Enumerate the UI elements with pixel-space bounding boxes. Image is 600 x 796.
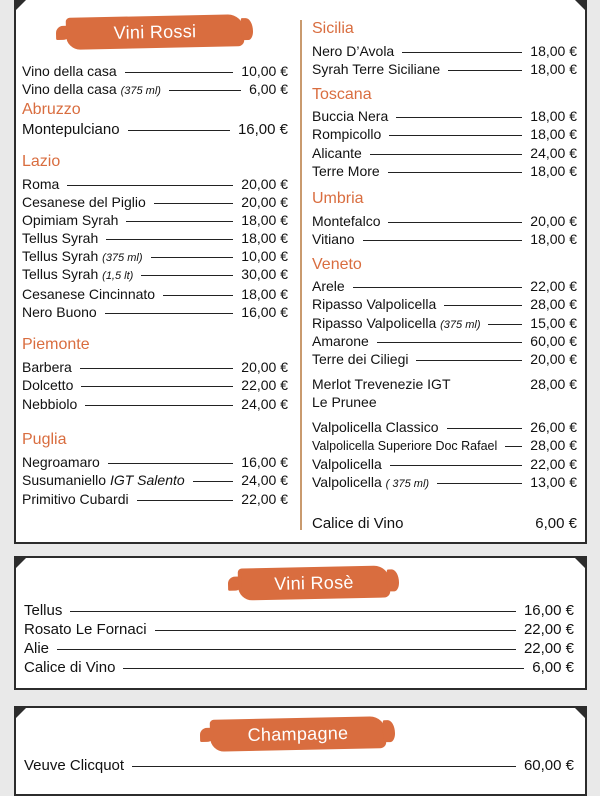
wine-name: Montefalco	[312, 213, 381, 229]
wine-price: 24,00 €	[241, 472, 288, 488]
wine-row	[312, 144, 577, 162]
region-toscana: Toscana	[312, 86, 372, 103]
wine-price: 6,00 €	[249, 81, 288, 97]
wine-price: 18,00 €	[530, 108, 577, 124]
wine-price: 13,00 €	[530, 474, 577, 490]
wine-name: Vitiano	[312, 231, 355, 247]
wine-note: ( 375 ml)	[385, 478, 430, 490]
leader-line	[128, 130, 230, 131]
leader-line	[126, 221, 233, 222]
leader-line	[154, 203, 234, 204]
wine-row	[312, 436, 577, 455]
wine-price: 26,00 €	[530, 419, 577, 435]
wine-price: 16,00 €	[237, 121, 288, 138]
leader-line	[125, 72, 234, 73]
leader-line	[437, 483, 522, 484]
wine-row	[312, 162, 577, 180]
region-lazio: Lazio	[22, 153, 61, 170]
wine-name: Calice di Vino	[24, 659, 116, 676]
wine-price: 10,00 €	[241, 63, 288, 79]
wine-name: Cesanese Cincinnato	[22, 286, 156, 302]
wine-name: Terre dei Ciliegi	[312, 351, 409, 367]
wine-name: Montepulciano	[22, 121, 120, 138]
wine-name: Tellus Syrah (375 ml)	[22, 248, 143, 264]
wine-name: Calice di Vino	[312, 515, 404, 532]
wine-name: Opimiam Syrah	[22, 212, 119, 228]
wine-name: Valpolicella	[312, 456, 382, 472]
leader-line	[377, 342, 522, 343]
wine-row	[312, 295, 577, 313]
wine-note: (375 ml)	[102, 252, 143, 264]
leader-line	[151, 257, 234, 258]
wine-row	[22, 80, 288, 100]
wine-name: Tellus	[24, 602, 63, 619]
wine-price: 18,00 €	[241, 230, 288, 246]
wine-row	[24, 640, 574, 658]
wine-price: 18,00 €	[530, 61, 577, 77]
leader-line	[105, 313, 234, 314]
wine-name: Alicante	[312, 145, 362, 161]
leader-line	[388, 222, 522, 223]
leader-line	[85, 405, 233, 406]
leader-line	[448, 70, 522, 71]
leader-line	[81, 386, 233, 387]
wine-name: Nero D’Avola	[312, 43, 395, 59]
wine-name: Valpolicella Superiore Doc Rafael	[312, 439, 498, 453]
wine-name: Rosato Le Fornaci	[24, 621, 147, 638]
wine-row	[312, 212, 577, 230]
wine-row	[22, 247, 288, 267]
leader-line	[390, 465, 523, 466]
leader-line	[137, 500, 234, 501]
wine-row	[22, 395, 288, 413]
wine-row	[312, 350, 577, 368]
wine-name: Primitivo Cubardi	[22, 491, 129, 507]
leader-line	[163, 295, 233, 296]
wine-price: 18,00 €	[530, 126, 577, 142]
leader-line	[169, 90, 241, 91]
wine-price: 18,00 €	[241, 212, 288, 228]
wine-price: 28,00 €	[530, 296, 577, 312]
champagne-header: Champagne	[210, 716, 387, 752]
region-veneto: Veneto	[312, 256, 362, 273]
wine-row	[312, 455, 577, 473]
leader-line	[155, 630, 516, 631]
wine-price: 16,00 €	[241, 454, 288, 470]
wine-name: Vino della casa	[22, 63, 117, 79]
wine-price: 22,00 €	[530, 456, 577, 472]
wine-name: Merlot Trevenezie IGT	[312, 376, 451, 392]
wine-price: 24,00 €	[530, 145, 577, 161]
wine-name: Ripasso Valpolicella (375 ml)	[312, 315, 481, 331]
wine-row	[312, 60, 577, 78]
leader-line	[444, 305, 522, 306]
leader-line	[67, 185, 233, 186]
wine-row	[312, 277, 577, 295]
wine-row	[22, 229, 288, 247]
wine-name: Dolcetto	[22, 377, 74, 393]
wine-name: Nebbiolo	[22, 396, 78, 412]
leader-line	[363, 240, 523, 241]
leader-line	[132, 766, 516, 767]
wine-price: 18,00 €	[530, 231, 577, 247]
wine-name: Nero Buono	[22, 304, 97, 320]
wine-name: Valpolicella ( 375 ml)	[312, 474, 430, 490]
wine-row	[24, 757, 574, 775]
wine-price: 16,00 €	[241, 304, 288, 320]
wine-name: Roma	[22, 176, 60, 192]
leader-line	[488, 324, 522, 325]
wine-price: 22,00 €	[523, 640, 574, 657]
leader-line	[123, 668, 524, 669]
wine-name: Ripasso Valpolicella	[312, 296, 437, 312]
leader-line	[57, 649, 516, 650]
wine-price: 16,00 €	[523, 602, 574, 619]
wine-row	[22, 376, 288, 394]
wine-price: 18,00 €	[241, 286, 288, 302]
wine-row	[24, 621, 574, 639]
wine-name: Arele	[312, 278, 345, 294]
wine-row	[22, 453, 288, 471]
region-umbria: Umbria	[312, 190, 364, 207]
wine-price: 22,00 €	[530, 278, 577, 294]
wine-name: Terre More	[312, 163, 380, 179]
wine-price: 6,00 €	[535, 515, 577, 532]
wine-price: 6,00 €	[532, 659, 574, 676]
wine-name: Susumaniello IGT Salento	[22, 472, 185, 488]
wine-price: 10,00 €	[241, 248, 288, 264]
wine-row	[312, 473, 577, 493]
wine-row	[312, 107, 577, 125]
leader-line	[396, 117, 522, 118]
wine-row	[22, 211, 288, 229]
wine-price: 60,00 €	[530, 333, 577, 349]
wine-name: Tellus Syrah (1,5 lt)	[22, 266, 134, 282]
column-divider	[300, 20, 302, 530]
wine-row-continued	[312, 393, 577, 411]
wine-price: 22,00 €	[241, 491, 288, 507]
wine-row	[22, 175, 288, 193]
wine-name: Tellus Syrah	[22, 230, 99, 246]
wine-name: Rompicollo	[312, 126, 382, 142]
wine-name-line2: Le Prunee	[312, 394, 377, 410]
wine-row	[22, 303, 288, 321]
region-abruzzo: Abruzzo	[22, 101, 81, 118]
wine-name: Alie	[24, 640, 50, 657]
wine-row	[24, 602, 574, 620]
wine-price: 18,00 €	[530, 163, 577, 179]
wine-price: 20,00 €	[241, 194, 288, 210]
wine-row	[312, 332, 577, 350]
leader-line	[108, 463, 233, 464]
wine-name: Barbera	[22, 359, 72, 375]
wine-row	[312, 42, 577, 60]
wine-price: 28,00 €	[530, 376, 577, 392]
wine-price: 22,00 €	[241, 377, 288, 393]
leader-line	[80, 368, 233, 369]
region-puglia: Puglia	[22, 431, 67, 448]
leader-line	[193, 481, 234, 482]
leader-line	[141, 275, 233, 276]
wine-name: Vino della casa (375 ml)	[22, 81, 161, 97]
leader-line	[389, 135, 522, 136]
wine-name: Cesanese del Piglio	[22, 194, 146, 210]
wine-name: Veuve Clicquot	[24, 757, 125, 774]
wine-note: (1,5 lt)	[102, 270, 134, 282]
wine-row	[312, 230, 577, 248]
wine-name: Valpolicella Classico	[312, 419, 439, 435]
leader-line	[388, 172, 523, 173]
wine-note: (375 ml)	[120, 85, 161, 97]
wine-row	[22, 265, 288, 285]
wine-price: 22,00 €	[523, 621, 574, 638]
wine-name: Buccia Nera	[312, 108, 389, 124]
region-sicilia: Sicilia	[312, 20, 354, 37]
leader-line	[402, 52, 522, 53]
wine-price: 24,00 €	[241, 396, 288, 412]
wine-name: Amarone	[312, 333, 369, 349]
wine-name: Negroamaro	[22, 454, 100, 470]
wine-price: 15,00 €	[530, 315, 577, 331]
leader-line	[353, 287, 523, 288]
wine-row	[22, 490, 288, 508]
wine-price: 18,00 €	[530, 43, 577, 59]
wine-price: 20,00 €	[241, 176, 288, 192]
leader-line	[447, 428, 523, 429]
leader-line	[370, 154, 522, 155]
wine-row	[22, 471, 288, 489]
wine-row	[312, 314, 577, 334]
vini-rossi-header: Vini Rossi	[66, 14, 245, 50]
region-piemonte: Piemonte	[22, 336, 90, 353]
wine-row	[22, 193, 288, 211]
leader-line	[416, 360, 522, 361]
wine-note: (375 ml)	[440, 319, 481, 331]
wine-row-calice	[312, 515, 577, 533]
leader-line	[70, 611, 516, 612]
wine-row	[312, 418, 577, 436]
leader-line	[106, 239, 233, 240]
wine-price: 28,00 €	[530, 437, 577, 453]
wine-row	[22, 285, 288, 303]
wine-price: 20,00 €	[241, 359, 288, 375]
wine-price: 20,00 €	[530, 213, 577, 229]
wine-row	[22, 62, 288, 80]
wine-price: 30,00 €	[241, 266, 288, 282]
wine-note: IGT Salento	[109, 472, 185, 488]
vini-rose-header: Vini Rosè	[238, 565, 391, 600]
wine-name: Syrah Terre Siciliane	[312, 61, 441, 77]
leader-line	[505, 446, 522, 447]
wine-row	[22, 358, 288, 376]
wine-price: 60,00 €	[523, 757, 574, 774]
wine-row	[312, 125, 577, 143]
wine-row	[312, 375, 577, 393]
wine-row	[22, 121, 288, 139]
wine-row	[24, 659, 574, 677]
wine-price: 20,00 €	[530, 351, 577, 367]
